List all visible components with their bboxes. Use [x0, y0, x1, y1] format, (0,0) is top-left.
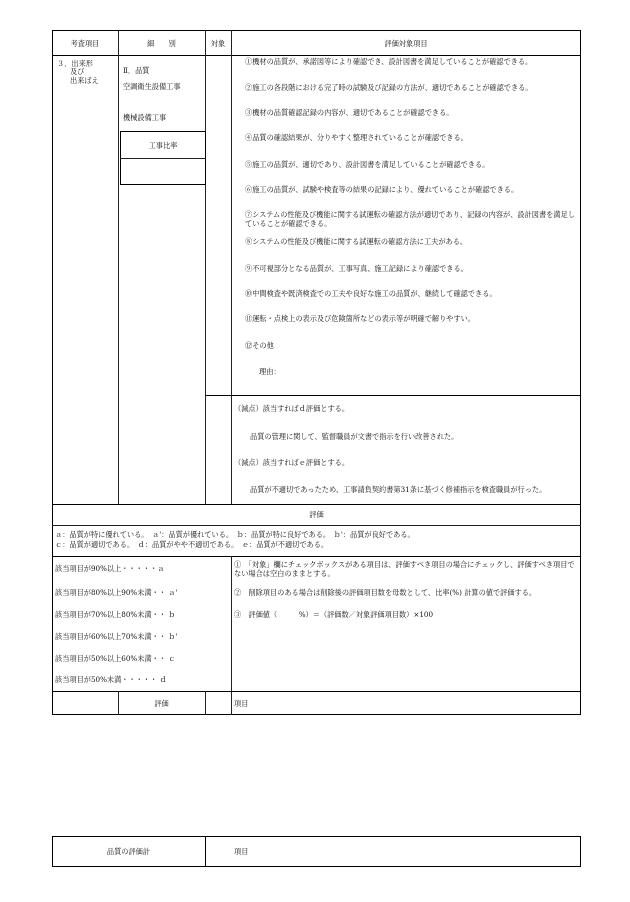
ratio-label: 工事比率	[148, 141, 178, 150]
eval-item-5: ⑤施工の品質が、適切であり、設計図書を満足していることが確認できる。	[245, 160, 490, 169]
grade-row-5: 該当項目が50%以上60%未満・・ ｃ	[55, 654, 176, 663]
header-detail: 細 別	[147, 39, 176, 48]
category-line3: 出来ばえ	[70, 76, 99, 85]
eval-item-6: ⑥施工の品質が、試験や検査等の結果の記録により、優れていることが確認できる。	[245, 185, 519, 194]
eval-item-4: ④品質の確認結果が、分りやすく整理されていることが確認できる。	[245, 133, 468, 142]
eval-item-3: ③機材の品質確認記録の内容が、適切であることが確認できる。	[245, 108, 454, 117]
evaluation-legend-1: ａ：品質が特に優れている。 ａ'：品質が優れている。 ｂ：品質が特に良好である。 ｂ'：品質が良好である。	[55, 530, 415, 539]
grade-row-2: 該当項目が80%以上90%未満・・ ａ'	[55, 588, 178, 597]
eval-item-10: ⑩中間検査や既済検査での工夫や良好な施工の品質が、継続して確認できる。	[245, 289, 497, 298]
header-eval-items: 評価対象項目	[384, 39, 428, 48]
eval-item-1: ①機材の品質が、承諾図等により確認でき、設計図書を満足していることが確認できる。	[245, 57, 533, 66]
deduction-e-text: 品質が不適切であったため、工事請負契約書第31条に基づく修補指示を検査職員が行った。	[250, 485, 547, 494]
category-line1: ３．出来形	[57, 59, 93, 68]
header-item: 考査項目	[70, 39, 100, 48]
deduction-d-text: 品質の管理に関して、監督職員が文書で指示を行い改善された。	[250, 432, 459, 441]
work-type-2: 機械設備工事	[123, 113, 167, 122]
evaluation-note-1: ① 「対象」欄にチェックボックスがある項目は、評価すべき項目の場合にチェックし、評価すべき項目でない場合は空白のままとする。	[234, 560, 575, 578]
evaluation-legend-2: ｃ：品質が適切である。 ｄ：品質がやや不適切である。 ｅ：品質が不適切である。	[55, 540, 329, 549]
deduction-e-title: （減点）該当すればｅ評価とする。	[234, 458, 350, 467]
eval-item-12: ⑫その他	[245, 341, 274, 350]
quality-label: Ⅱ．品質	[123, 66, 150, 75]
grade-row-3: 該当項目が70%以上80%未満・・ ｂ	[55, 610, 176, 619]
evaluation-note-2: ② 削除項目のある場合は削除後の評価項目数を母数として、比率(%) 計算の値で評価する。	[234, 588, 537, 597]
eval-item-7: ⑦システムの性能及び機能に関する試運転の確認方法が適切であり、記録の内容が、設計図書を満足していることが確認できる。	[245, 210, 575, 228]
category-line2: 及び	[70, 67, 85, 76]
footer-item-label: 項目	[234, 699, 249, 708]
grade-row-4: 該当項目が60%以上70%未満・・ ｂ'	[55, 632, 178, 641]
eval-item-9: ⑨不可視部分となる品質が、工事写真、施工記録により確認できる。	[245, 264, 468, 273]
eval-item-11: ⑪運転・点検上の表示及び危険箇所などの表示等が明確で解りやすい。	[245, 314, 476, 323]
summary-item-label: 項目	[234, 847, 249, 856]
footer-eval-label: 評価	[154, 699, 169, 708]
eval-item-8: ⑧システムの性能及び機能に関する試運転の確認方法に工夫がある。	[245, 237, 468, 246]
deduction-d-title: （減点）該当すればｄ評価とする。	[234, 404, 350, 413]
work-type-1: 空調衛生設備工事	[123, 82, 181, 91]
summary-label: 品質の評価計	[106, 847, 151, 856]
eval-item-2: ②施工の各段階における完了時の試験及び記録の方法が、適切であることが確認できる。	[245, 83, 533, 92]
evaluation-title: 評価	[309, 510, 324, 519]
header-target: 対象	[210, 39, 226, 48]
evaluation-note-3: ③ 評価値（ %）＝（評価数／対象評価項目数）×100	[234, 610, 434, 619]
grade-row-1: 該当項目が90%以上・・・・・ａ	[55, 564, 165, 573]
reason-label: 理由：	[259, 367, 281, 376]
grade-row-6: 該当項目が50%未満・・・・・ ｄ	[55, 675, 167, 684]
